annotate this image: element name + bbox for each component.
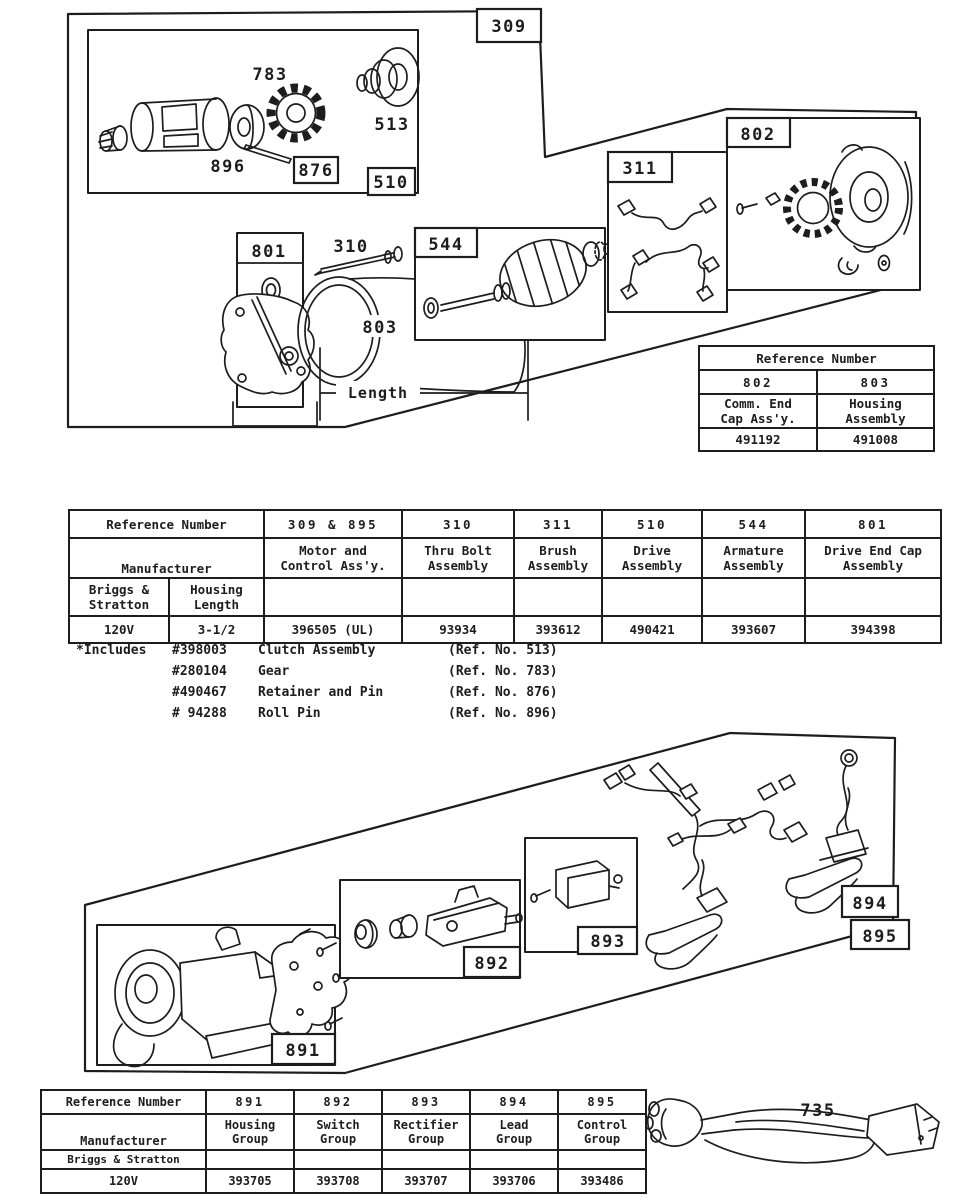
- ref-number-cell: 892: [294, 1090, 382, 1114]
- included-part-name: Gear: [258, 664, 290, 679]
- maker-cell: Briggs & Stratton: [41, 1150, 206, 1169]
- ref-number-cell: 309 & 895: [264, 510, 402, 538]
- part-name-line: Group: [495, 1132, 533, 1146]
- main-parts-table: [68, 509, 942, 644]
- callout-text: 802: [740, 125, 776, 145]
- part-name-cell: [817, 394, 934, 428]
- pinion-drawing: [357, 48, 419, 135]
- part-name-cell: [699, 394, 817, 428]
- table-row: [41, 1169, 646, 1193]
- callout-text: 891: [285, 1041, 321, 1061]
- part-name-line: Motor and: [299, 543, 367, 558]
- empty-cell: [206, 1150, 294, 1169]
- includes-line: [76, 640, 558, 661]
- part-name-cell: [470, 1114, 558, 1150]
- part-number-cell: 93934: [402, 616, 514, 643]
- comm-end-cap-drawing: [727, 118, 920, 290]
- callout-text: 892: [474, 954, 510, 974]
- part-name-line: Group: [583, 1132, 621, 1146]
- callout-text: 513: [374, 115, 410, 135]
- part-name-line: Brush: [539, 543, 577, 558]
- part-number-cell: 393706: [470, 1169, 558, 1193]
- part-name-line: Assembly: [621, 558, 683, 573]
- empty-cell: [558, 1150, 646, 1169]
- ref-number-cell: 802: [699, 370, 817, 394]
- part-name-line: Cap Ass'y.: [720, 411, 796, 426]
- clutch-assembly-drawing: [99, 98, 229, 151]
- part-number-cell: 396505 (UL): [264, 616, 402, 643]
- included-part-ref: (Ref. No. 513): [448, 643, 558, 658]
- callout-text: 310: [333, 237, 369, 257]
- empty-cell: [602, 578, 702, 616]
- part-name-line: Thru Bolt: [424, 543, 492, 558]
- part-name-line: Assembly: [427, 558, 489, 573]
- callout-text: 510: [373, 173, 409, 193]
- part-name-line: Group: [231, 1132, 269, 1146]
- callout-309: [477, 9, 541, 42]
- part-name-cell: [382, 1114, 470, 1150]
- included-part-number: #280104: [172, 664, 227, 679]
- maker-line: Stratton: [88, 597, 150, 612]
- callout-text: 893: [590, 932, 626, 952]
- part-name-cell: [702, 538, 805, 578]
- maker-cell: [69, 578, 169, 616]
- voltage-cell: 120V: [41, 1169, 206, 1193]
- part-name-line: Rectifier: [393, 1117, 459, 1132]
- voltage-cell: 120V: [69, 616, 169, 643]
- empty-cell: [702, 578, 805, 616]
- part-name-cell: [294, 1114, 382, 1150]
- part-name-cell: [206, 1114, 294, 1150]
- thru-bolt-drawing: [315, 237, 402, 275]
- included-part-ref: (Ref. No. 896): [448, 706, 558, 721]
- part-name-cell: [514, 538, 602, 578]
- includes-prefix: *Includes: [76, 643, 147, 658]
- callout-text: 309: [491, 17, 527, 37]
- part-name-cell: [264, 538, 402, 578]
- included-part-name: Clutch Assembly: [258, 643, 376, 658]
- table-row: [699, 370, 934, 394]
- callout-text: 896: [210, 157, 246, 177]
- part-number-cell: 393705: [206, 1169, 294, 1193]
- ref-number-cell: 893: [382, 1090, 470, 1114]
- gear-drawing: [252, 65, 321, 138]
- part-name-line: Assembly: [723, 558, 784, 573]
- callout-text: 876: [298, 161, 334, 181]
- part-number-cell: 393707: [382, 1169, 470, 1193]
- manufacturer-header-cell: Manufacturer: [69, 538, 264, 578]
- part-name-line: Switch: [316, 1117, 360, 1132]
- part-name-line: Control Ass'y.: [280, 558, 386, 573]
- empty-cell: [382, 1150, 470, 1169]
- table-row: [69, 578, 941, 616]
- table-row: [699, 428, 934, 451]
- callout-text: 783: [252, 65, 288, 85]
- empty-cell: [514, 578, 602, 616]
- table-row: [41, 1150, 646, 1169]
- manufacturer-header-cell: Manufacturer: [41, 1114, 206, 1150]
- included-part-number: # 94288: [172, 706, 227, 721]
- ref-number-cell: 310: [402, 510, 514, 538]
- includes-line: [76, 661, 558, 682]
- table-row: [41, 1090, 646, 1114]
- ref-number-cell: 544: [702, 510, 805, 538]
- part-name-line: Housing: [849, 396, 902, 411]
- part-name-line: Group: [319, 1132, 357, 1146]
- empty-cell: [294, 1150, 382, 1169]
- callout-text: 735: [800, 1101, 836, 1121]
- part-name-line: Assembly: [845, 411, 906, 426]
- part-name-line: Lead: [499, 1117, 529, 1132]
- callout-510: [368, 168, 415, 195]
- armature-drawing: [415, 228, 610, 340]
- table-row: [69, 510, 941, 538]
- drive-end-cap-drawing: [221, 233, 317, 426]
- includes-line: [76, 703, 558, 724]
- part-number-cell: 490421: [602, 616, 702, 643]
- table-row: [69, 538, 941, 578]
- part-name-line: Group: [407, 1132, 445, 1146]
- rectifier-group-drawing: [525, 838, 637, 954]
- roll-pin-drawing: [210, 145, 291, 177]
- part-number-cell: 393708: [294, 1169, 382, 1193]
- callout-text: 895: [862, 927, 898, 947]
- included-part-number: #398003: [172, 643, 227, 658]
- callout-text: 544: [428, 235, 464, 255]
- table-row: [699, 346, 934, 370]
- ref-number-cell: 891: [206, 1090, 294, 1114]
- ref-header-cell: Reference Number: [41, 1090, 206, 1114]
- callout-text: 894: [852, 894, 888, 914]
- included-part-number: #490467: [172, 685, 227, 700]
- callout-text: 803: [362, 318, 398, 338]
- part-name-line: Housing: [224, 1117, 276, 1132]
- empty-cell: [264, 578, 402, 616]
- part-number-cell: 393607: [702, 616, 805, 643]
- part-name-line: Control: [576, 1117, 628, 1132]
- housing-line: Housing: [190, 582, 243, 597]
- part-number-cell: 393486: [558, 1169, 646, 1193]
- includes-notes: [76, 640, 558, 724]
- part-name-line: Assembly: [527, 558, 589, 573]
- part-number-cell: 394398: [805, 616, 941, 643]
- table-row: [699, 394, 934, 428]
- part-name-cell: [805, 538, 941, 578]
- length-dimension-label: Length: [347, 384, 409, 402]
- included-part-name: Roll Pin: [258, 706, 321, 721]
- ref-number-cell: 311: [514, 510, 602, 538]
- housing-length-cell: 3-1/2: [169, 616, 264, 643]
- washer-drawing: [230, 105, 264, 149]
- includes-line: [76, 682, 558, 703]
- included-part-name: Retainer and Pin: [258, 685, 384, 700]
- part-name-line: Drive End Cap: [824, 543, 922, 558]
- ref-header-cell: Reference Number: [69, 510, 264, 538]
- ref-number-cell: 801: [805, 510, 941, 538]
- power-cord-drawing: [645, 1099, 939, 1163]
- part-name-cell: [558, 1114, 646, 1150]
- empty-cell: [402, 578, 514, 616]
- part-name-line: Armature: [723, 543, 784, 558]
- ref-table-title: Reference Number: [699, 346, 934, 370]
- part-name-cell: [402, 538, 514, 578]
- callout-text: 801: [251, 242, 287, 262]
- included-part-ref: (Ref. No. 876): [448, 685, 558, 700]
- part-name-line: Assembly: [842, 558, 904, 573]
- maker-line: Briggs &: [88, 582, 150, 597]
- ref-number-cell: 894: [470, 1090, 558, 1114]
- housing-length-header-cell: [169, 578, 264, 616]
- empty-cell: [470, 1150, 558, 1169]
- housing-line: Length: [193, 597, 240, 612]
- ref-table-802-803: [698, 345, 935, 452]
- ref-number-cell: 803: [817, 370, 934, 394]
- lead-group-drawing: [604, 750, 909, 969]
- callout-text: 311: [622, 159, 658, 179]
- table-row: [69, 616, 941, 643]
- part-number-cell: 491192: [699, 428, 817, 451]
- part-name-line: Drive: [633, 543, 671, 558]
- included-part-ref: (Ref. No. 783): [448, 664, 558, 679]
- part-number-cell: 393612: [514, 616, 602, 643]
- part-name-cell: [602, 538, 702, 578]
- ref-number-cell: 510: [602, 510, 702, 538]
- callout-876: [294, 157, 338, 183]
- part-number-cell: 491008: [817, 428, 934, 451]
- ref-number-cell: 895: [558, 1090, 646, 1114]
- table-row: [41, 1114, 646, 1150]
- housing-group-drawing: [97, 925, 353, 1066]
- bottom-parts-table: [40, 1089, 647, 1194]
- empty-cell: [805, 578, 941, 616]
- brush-assembly-drawing: [608, 152, 727, 312]
- part-name-line: Comm. End: [724, 396, 792, 411]
- switch-group-drawing: [340, 880, 522, 978]
